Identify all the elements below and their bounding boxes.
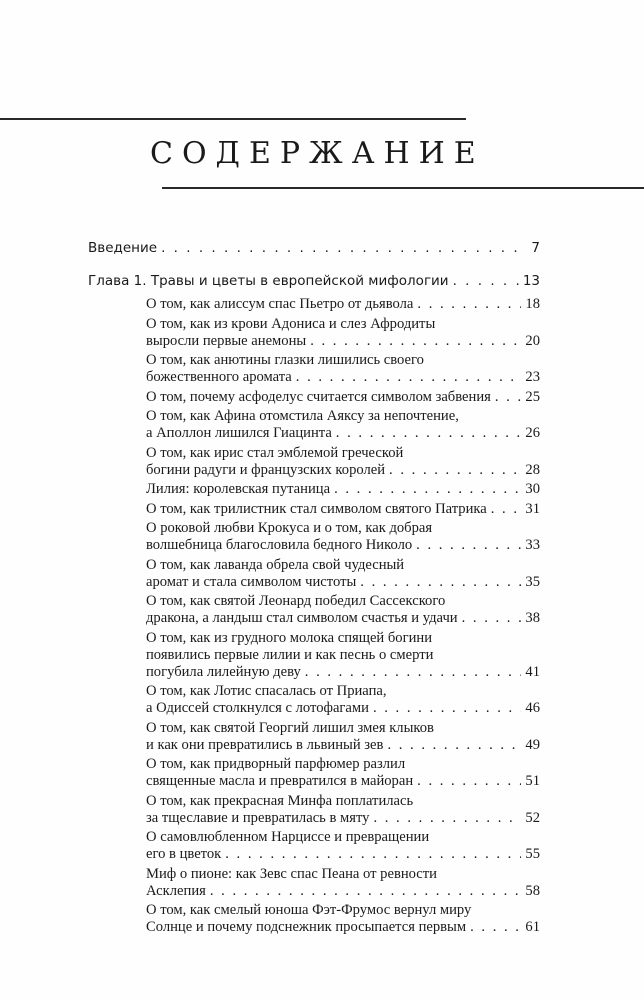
toc-subentry-line: О том, как трилистник стал символом святого Патрика [146,500,487,517]
toc-subentry-line: дракона, а ландыш стал символом счастья и удачи [146,610,458,626]
toc-subentry[interactable] [88,793,540,827]
leader-dots [417,773,521,790]
toc-subentry-line: выросли первые анемоны [146,332,307,349]
toc-entry-title: Введение [88,240,158,256]
leader-dots [305,664,522,681]
toc-subentry-line: О том, как придворный парфюмер разлил [146,756,406,772]
toc-subentry-line: за тщеславие и превратилась в мяту [146,809,370,826]
toc-subentry[interactable] [88,445,540,479]
toc-subentry[interactable] [88,481,540,498]
toc-entry-title: Глава 1. Травы и цветы в европейской мифологии [88,273,449,289]
toc-subentry[interactable] [88,352,540,386]
toc-page-number: 26 [525,425,540,441]
leader-dots [360,574,521,591]
toc-subentry-line: Асклепия [146,882,206,899]
leader-dots [373,700,521,717]
toc-subentry-line: О том, почему асфоделус считается символом забвения [146,388,491,405]
toc-subentry-line: О том, как прекрасная Минфа поплатилась [146,792,414,809]
toc-subentry[interactable] [88,866,540,900]
toc-subentry-line: О том, как алиссум спас Пьетро от дьявола [146,296,414,312]
toc-page-number: 35 [525,573,540,590]
toc-subentry-line: аромат и стала символом чистоты [146,573,357,590]
toc-subentry-line: О том, как лаванда обрела свой чудесный [146,556,405,573]
toc-subentry[interactable] [88,630,540,681]
toc-subentry[interactable] [88,389,540,406]
toc-page-number: 20 [525,332,540,349]
toc-subentry-line: его в цветок [146,846,222,862]
toc-subentry[interactable] [88,296,540,313]
toc-subentry-line: Миф о пионе: как Зевс спас Пеана от ревности [146,865,437,882]
toc-subentry-line: О том, как святой Георгий лишил змея клыков [146,719,434,736]
toc-subentry-line: О том, как анютины глазки лишились своего [146,352,424,368]
toc-subentry-line: Лилия: королевская путаница [146,481,331,497]
toc-subentry[interactable] [88,316,540,350]
leader-dots [491,501,522,518]
toc-page-number: 30 [525,481,540,497]
toc-subentry[interactable] [88,593,540,627]
leader-dots [389,462,521,479]
toc-page-number: 46 [525,700,540,716]
toc-subentry-line: а Одиссей столкнулся с лотофагами [146,700,369,716]
toc-subentry[interactable] [88,557,540,591]
leader-dots [296,369,522,386]
toc-subentry-line: Солнце и почему подснежник просыпается первым [146,919,467,935]
toc-subentry-line: и как они превратились в львиный зев [146,736,384,753]
toc-page-number: 13 [522,273,540,289]
toc-page-number: 38 [525,610,540,626]
leader-dots [334,481,521,498]
toc-page-number: 58 [525,882,540,899]
toc-subentry-line: О том, как из крови Адониса и слез Афродиты [146,315,436,332]
bottom-rule [162,187,644,189]
leader-dots [225,846,521,863]
toc-subentry-line: божественного аромата [146,369,292,385]
toc-subentry-line: О том, как ирис стал эмблемой греческой [146,444,404,461]
toc-page-number: 7 [531,240,540,256]
leader-dots [373,810,521,827]
leader-dots [495,389,522,406]
leader-dots [161,240,527,257]
toc-page-number: 41 [525,663,540,680]
toc-subentry-line: появились первые лилии и как песнь о смерти [146,646,434,663]
toc-subentry[interactable] [88,829,540,863]
toc-subentry[interactable] [88,520,540,554]
toc-page-number: 52 [525,809,540,826]
toc-subentry[interactable] [88,683,540,717]
toc-subentry-line: О том, как Афина отомстила Аяксу за непочтение, [146,408,459,424]
toc-subentry-line: О том, как святой Леонард победил Сассекского [146,593,446,609]
toc-subentry-line: погубила лилейную деву [146,663,301,680]
toc-subentry[interactable] [88,408,540,442]
toc-subentry-line: священные масла и превратился в майоран [146,773,414,789]
chapter-1-subentries [88,296,540,936]
toc-page-number: 61 [525,919,540,935]
top-rule [0,118,466,120]
toc-subentry-line: О том, как из грудного молока спящей богини [146,629,433,646]
leader-dots [210,883,522,900]
leader-dots [470,919,521,936]
toc-subentry[interactable] [88,501,540,518]
page-title: СОДЕРЖАНИЕ [150,136,485,171]
toc-subentry-line: а Аполлон лишился Гиацинта [146,425,332,441]
toc-subentry[interactable] [88,720,540,754]
toc-page-number: 33 [525,537,540,553]
toc-page-number: 28 [525,461,540,478]
toc-page-number: 25 [525,388,540,405]
toc-entry-chapter-1[interactable] [88,273,540,290]
toc-subentry-line: О самовлюбленном Нарциссе и превращении [146,829,430,845]
toc-subentry[interactable] [88,756,540,790]
leader-dots [416,537,521,554]
leader-dots [453,273,519,290]
toc-page-number: 55 [525,846,540,862]
leader-dots [310,333,521,350]
toc-subentry[interactable] [88,902,540,936]
leader-dots [417,296,521,313]
toc-subentry-line: волшебница благословила бедного Николо [146,537,413,553]
toc-subentry-line: О том, как Лотис спасалась от Приапа, [146,683,387,699]
toc-page-number: 23 [525,369,540,385]
toc-subentry-line: О том, как смелый юноша Фэт-Фрумос вернул миру [146,902,472,918]
leader-dots [387,737,521,754]
toc-page-number: 18 [525,296,540,312]
toc-page-number: 31 [525,500,540,517]
toc-subentry-line: богини радуги и французских королей [146,461,386,478]
toc-page-number: 49 [525,736,540,753]
toc-subentry-line: О роковой любви Крокуса и о том, как добрая [146,520,433,536]
leader-dots [462,610,522,627]
toc-entry-introduction[interactable] [88,240,540,257]
table-of-contents [88,240,540,939]
toc-page-number: 51 [525,773,540,789]
leader-dots [336,425,522,442]
